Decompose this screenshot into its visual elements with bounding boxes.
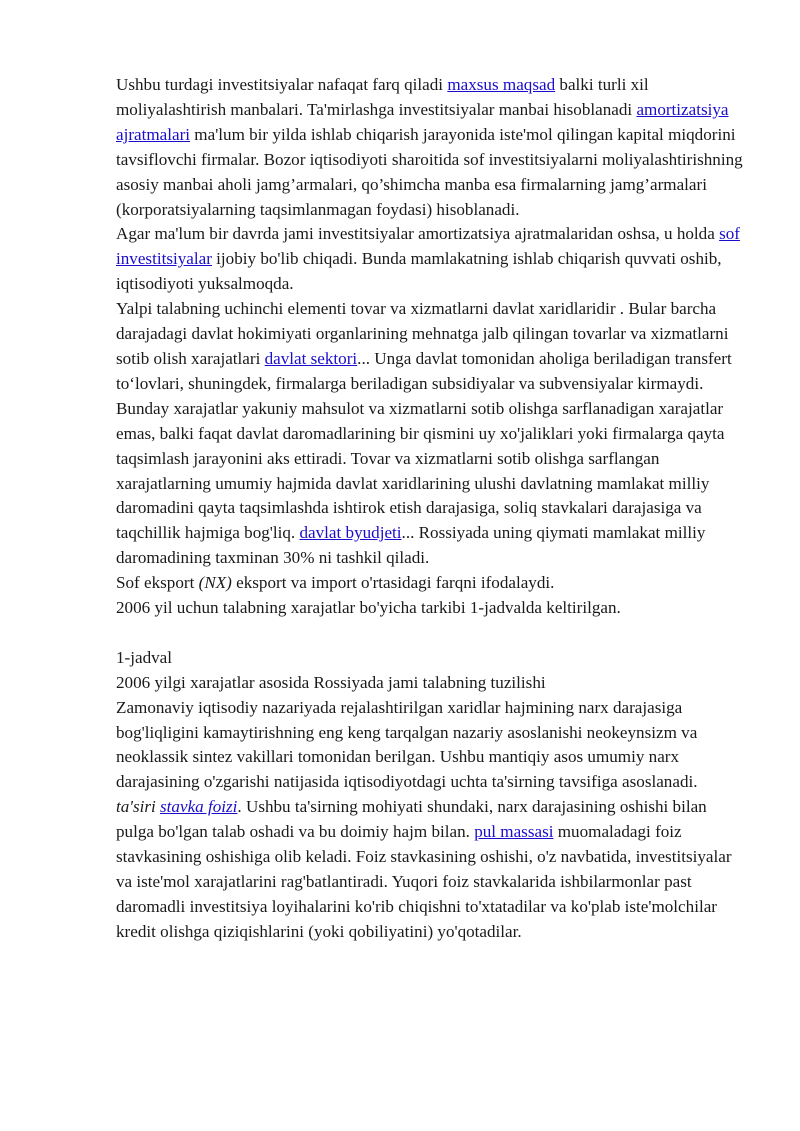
inline-link[interactable]: pul massasi: [474, 822, 554, 842]
inline-link[interactable]: stavka foizi: [160, 797, 238, 817]
inline-link[interactable]: maxsus maqsad: [447, 75, 556, 94]
inline-link[interactable]: amortizatsiya ajratmalari: [116, 99, 729, 144]
text-run: . Ushbu ta'sirning mohiyati shundaki, narx darajasining oshishi bilan pulga bo'lgan talab oshadi va bu doimiy hajm bilan.: [116, 797, 707, 842]
text-run: Yalpi talabning uchinchi elementi tovar va xizmatlarni davlat xaridlaridir . Bular barcha darajadagi davlat hokimiyati organlarining mehnatga jalb qilingan tovarlar va xizmatlarni sotib olish xarajatlari: [116, 299, 729, 368]
document-body: [116, 73, 746, 945]
text-run: ma'lum bir yilda ishlab chiqarish jarayonida iste'mol qilingan kapital miqdorini tavsiflovchi firmalar. Bozor iqtisodiyoti sharoitida sof investitsiyalarni moliyalashtirishning asosiy manbai aholi jamg’armalari, qo’shimcha manba esa firmalarning jamg’armalari (korporatsiyalarning taqsimlanmagan foydasi) hisoblanadi.: [116, 124, 743, 219]
text-run: ... Unga davlat tomonidan aholiga beriladigan transfert to‘lovlari, shuningdek, firmalarga beriladigan subsidiyalar va subvensiyalar kirmaydi. Bunday xarajatlar yakuniy mahsulot va xizmatlarni sotib olishga sarflanadigan xarajatlar emas, balki faqat davlat daromadlarining bir qismini uy xo'jaliklari yoki firmalarga qayta taqsimlash jarayonini aks ettiradi. Tovar va xizmatlarni sotib olishga sarflangan xarajatlarning umumiy hajmida davlat xaridlarining ulushi davlatning mamlakat milliy daromadini qayta taqsimlashda ishtirok etish darajasiga, soliq stavkalari darajasiga va taqchillik hajmiga bog'liq.: [116, 348, 732, 543]
paragraph: [116, 222, 746, 297]
text-run: Zamonaviy iqtisodiy nazariyada rejalashtirilgan xaridlar hajmining narx darajasiga bog'liqligini kamaytirishning eng keng tarqalgan nazariy asoslanishi neokeynsizm va neoklassik sintez vakillari tomonidan berilgan. Ushbu mantiqiy asos umumiy narx darajasining o'zgarishi natijasida iqtisodiyotdagi uchta ta'sirning tavsifiga asoslanadi.: [116, 697, 698, 792]
paragraph: [116, 297, 746, 571]
paragraph: [116, 646, 746, 671]
paragraph: [116, 696, 746, 796]
text-run: (NX): [198, 573, 232, 593]
text-run: Agar ma'lum bir davrda jami investitsiyalar amortizatsiya ajratmalaridan oshsa, u holda: [116, 224, 720, 244]
text-run: balki turli xil moliyalashtirish manbalari. Ta'mirlashga investitsiyalar manbai hisoblanadi: [116, 75, 649, 119]
text-run: Sof eksport: [116, 573, 199, 593]
inline-link[interactable]: davlat sektori: [264, 348, 358, 368]
inline-link[interactable]: davlat byudjeti: [299, 523, 402, 543]
text-run: 2006 yilgi xarajatlar asosida Rossiyada jami talabning tuzilishi: [116, 672, 546, 692]
blank-line: [116, 621, 746, 646]
text-run: ijobiy bo'lib chiqadi. Bunda mamlakatning ishlab chiqarish quvvati oshib, iqtisodiyoti yuksalmoqda.: [116, 249, 722, 294]
italic-run: [160, 797, 237, 816]
paragraph: [116, 596, 746, 621]
paragraph: [116, 671, 746, 696]
paragraph: [116, 795, 746, 944]
text-run: 1-jadval: [116, 647, 173, 667]
paragraph: [116, 73, 746, 222]
text-run: ... Rossiyada uning qiymati mamlakat milliy daromadining taxminan 30% ni tashkil qiladi.: [116, 523, 706, 568]
text-run: ta'siri: [116, 797, 161, 817]
text-run: eksport va import o'rtasidagi farqni ifodalaydi.: [231, 573, 555, 593]
text-run: muomaladagi foiz stavkasining oshishiga olib keladi. Foiz stavkasining oshishi, o'z navbatida, investitsiyalar va iste'mol xarajatlarini rag'batlantiradi. Yuqori foiz stavkalarida ishbilarmonlar past daromadli investitsiya loyihalarini ko'rib chiqishni to'xtatadilar va ko'plab iste'molchilar kredit olishga qiziqishlarini (yoki qobiliyatini) yo'qotadilar.: [116, 822, 732, 941]
italic-run: [116, 797, 160, 816]
text-run: Ushbu turdagi investitsiyalar nafaqat farq qiladi: [116, 75, 448, 94]
italic-run: [199, 573, 232, 592]
text-run: 2006 yil uchun talabning xarajatlar bo'yicha tarkibi 1-jadvalda keltirilgan.: [116, 598, 621, 618]
paragraph: [116, 571, 746, 596]
inline-link[interactable]: sof investitsiyalar: [116, 224, 740, 269]
